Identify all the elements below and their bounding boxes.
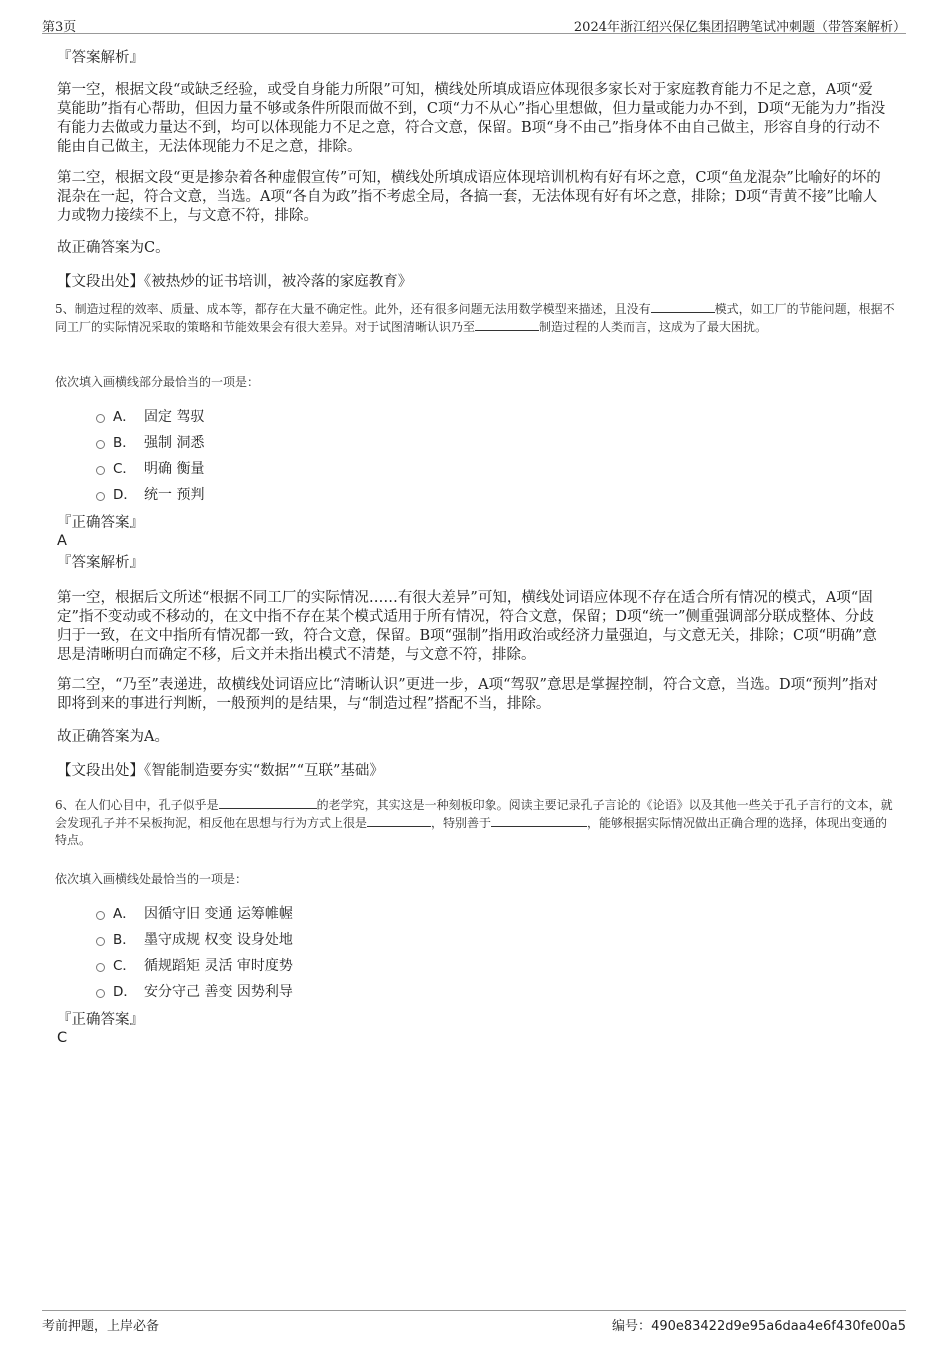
footer-slogan: 考前押题，上岸必备	[42, 1319, 160, 1334]
radio-button[interactable]	[96, 466, 105, 475]
analysis-paragraph: 第一空，根据后文所述“根据不同工厂的实际情况……有很大差异”可知，横线处词语应体现不存在适合所有情况的模式，A项“固定”指不变动或不移动的，在文中指不存在某个模式适用于所有情况，符合文意，保留；D项“统一”侧重强调部分联成整体、分歧归于一致，在文中指所有情况都一致，符合文意，保留。B项“强制”指用政治或经济力量强迫，与文意无关，排除；C项“明确”意思是清晰明白而确定不移，后文并未指出模式不清楚，与文意不符，排除。	[57, 590, 877, 663]
page-number: 第3页	[42, 20, 77, 35]
option-d[interactable]: D． 统一 预判	[96, 486, 204, 504]
fill-blank	[367, 814, 431, 827]
radio-button[interactable]	[96, 989, 105, 998]
radio-button[interactable]	[96, 911, 105, 920]
source-citation: 【文段出处】《被热炒的证书培训，被冷落的家庭教育》	[57, 274, 413, 290]
correct-answer: C	[57, 1030, 68, 1046]
answer-conclusion: 故正确答案为A。	[57, 729, 169, 745]
correct-answer-label: 『正确答案』	[57, 515, 144, 531]
question-prompt: 依次填入画横线处最恰当的一项是：	[55, 872, 248, 886]
fill-blank	[475, 318, 539, 331]
question-5-text: 5、制造过程的效率、质量、成本等，都存在大量不确定性。此外，还有很多问题无法用数学模型来描述，且没有 模式，如工厂的节能问题，根据不同工厂的实际情况采取的策略和节能效果会有很大差异。对于试图清晰认识乃至 制造过程的人类而言，这成为了最大困扰。	[55, 302, 895, 334]
analysis-paragraph: 第一空，根据文段“或缺乏经验，或受自身能力所限”可知，横线处所填成语应体现很多家长对于家庭教育能力不足之意，A项“爱莫能助”指有心帮助，但因力量不够或条件所限而做不到，C项“力不从心”指心里想做，但力量或能力办不到，D项“无能为力”指没有能力去做或力量达不到，均可以体现能力不足之意，符合文意，保留。B项“身不由己”指身体不由自己做主，形容自身的行动不能由自己做主，无法体现能力不足之意，排除。	[57, 82, 886, 155]
page-header	[42, 0, 906, 34]
option-a[interactable]: A． 因循守旧 变通 运筹帷幄	[96, 905, 293, 923]
page-footer	[42, 1310, 906, 1345]
analysis-label: 『答案解析』	[57, 50, 144, 66]
correct-answer-label: 『正确答案』	[57, 1012, 144, 1028]
document-title: 2024年浙江绍兴保亿集团招聘笔试冲刺题（带答案解析）	[573, 20, 906, 35]
option-c[interactable]: C． 循规蹈矩 灵活 审时度势	[96, 957, 293, 975]
source-citation: 【文段出处】《智能制造要夯实“数据”“互联”基础》	[57, 763, 384, 779]
fill-blank	[219, 796, 317, 809]
correct-answer: A	[57, 533, 67, 549]
question-prompt: 依次填入画横线部分最恰当的一项是：	[55, 375, 260, 389]
analysis-paragraph: 第二空，“乃至”表递进，故横线处词语应比“清晰认识”更进一步，A项“驾驭”意思是掌握控制，符合文意，当选。D项“预判”指对即将到来的事进行判断，一般预判的是结果，与“制造过程”搭配不当，排除。	[57, 677, 878, 712]
analysis-label: 『答案解析』	[57, 555, 144, 571]
radio-button[interactable]	[96, 963, 105, 972]
option-a[interactable]: A． 固定 驾驭	[96, 408, 204, 426]
radio-button[interactable]	[96, 440, 105, 449]
option-b[interactable]: B． 墨守成规 权变 设身处地	[96, 931, 293, 949]
radio-button[interactable]	[96, 414, 105, 423]
question-6-text: 6、在人们心目中，孔子似乎是 的老学究，其实这是一种刻板印象。阅读主要记录孔子言论的《论语》以及其他一些关于孔子言行的文本，就会发现孔子并不呆板拘泥，相反他在思想与行为方式上很是 ，特别善于 ，能够根据实际情况做出正确合理的选择，体现出变通的特点。	[55, 798, 893, 847]
document-id: 编号：490e83422d9e95a6daa4e6f430fe00a5	[612, 1319, 906, 1334]
option-d[interactable]: D． 安分守己 善变 因势利导	[96, 983, 293, 1001]
radio-button[interactable]	[96, 492, 105, 501]
fill-blank	[491, 814, 587, 827]
answer-conclusion: 故正确答案为C。	[57, 240, 170, 256]
option-c[interactable]: C． 明确 衡量	[96, 460, 204, 478]
option-b[interactable]: B． 强制 洞悉	[96, 434, 204, 452]
radio-button[interactable]	[96, 937, 105, 946]
analysis-paragraph: 第二空，根据文段“更是掺杂着各种虚假宣传”可知，横线处所填成语应体现培训机构有好有坏之意，C项“鱼龙混杂”比喻好的坏的混杂在一起，符合文意，当选。A项“各自为政”指不考虑全局，各搞一套，无法体现有好有坏之意，排除；D项“青黄不接”比喻人力或物力接续不上，与文意不符，排除。	[57, 170, 881, 224]
fill-blank	[651, 300, 715, 313]
